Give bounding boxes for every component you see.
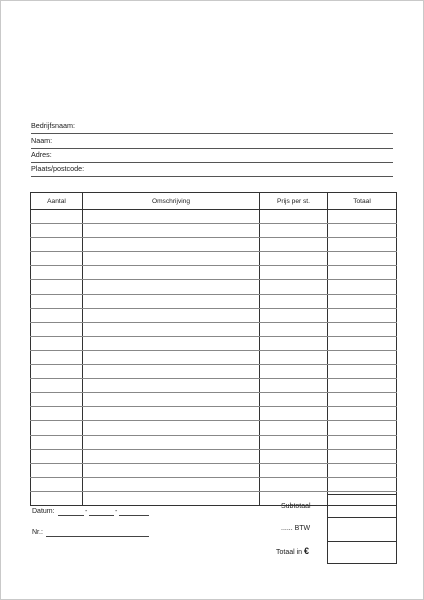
cell-aantal[interactable] xyxy=(31,266,83,280)
table-row xyxy=(31,477,397,491)
cell-prijs[interactable] xyxy=(260,477,328,491)
cell-totaal[interactable] xyxy=(328,365,397,379)
table-row xyxy=(31,280,397,294)
cell-totaal[interactable] xyxy=(328,477,397,491)
cell-totaal[interactable] xyxy=(328,280,397,294)
cell-aantal[interactable] xyxy=(31,294,83,308)
table-row xyxy=(31,266,397,280)
table-row xyxy=(31,393,397,407)
field-bedrijfsnaam[interactable] xyxy=(31,121,393,134)
table-row xyxy=(31,463,397,477)
cell-prijs[interactable] xyxy=(260,350,328,364)
cell-omschrijving[interactable] xyxy=(83,491,260,505)
field-label: Plaats/postcode: xyxy=(31,164,85,173)
cell-prijs[interactable] xyxy=(260,280,328,294)
cell-totaal[interactable] xyxy=(328,435,397,449)
date-separator: - xyxy=(85,508,88,515)
btw-cell[interactable] xyxy=(328,518,396,541)
table-row xyxy=(31,421,397,435)
column-header-aantal: Aantal xyxy=(31,193,83,210)
cell-omschrijving[interactable] xyxy=(83,379,260,393)
field-plaats-postcode[interactable] xyxy=(31,164,393,177)
cell-aantal[interactable] xyxy=(31,491,83,505)
items-body xyxy=(31,210,397,506)
table-row xyxy=(31,407,397,421)
cell-omschrijving[interactable] xyxy=(83,294,260,308)
items-table xyxy=(30,192,397,506)
cell-omschrijving[interactable] xyxy=(83,336,260,350)
field-label: Bedrijfsnaam: xyxy=(31,121,75,130)
cell-prijs[interactable] xyxy=(260,407,328,421)
table-row xyxy=(31,224,397,238)
cell-totaal[interactable] xyxy=(328,350,397,364)
table-row xyxy=(31,294,397,308)
cell-prijs[interactable] xyxy=(260,252,328,266)
cell-aantal[interactable] xyxy=(31,435,83,449)
cell-omschrijving[interactable] xyxy=(83,435,260,449)
total-cell[interactable] xyxy=(328,542,396,564)
datum-month-line[interactable] xyxy=(89,515,114,516)
cell-totaal[interactable] xyxy=(328,336,397,350)
cell-aantal[interactable] xyxy=(31,322,83,336)
cell-aantal[interactable] xyxy=(31,308,83,322)
cell-omschrijving[interactable] xyxy=(83,421,260,435)
cell-totaal[interactable] xyxy=(328,322,397,336)
euro-symbol: € xyxy=(304,546,310,556)
datum-day-line[interactable] xyxy=(58,515,84,516)
btw-label: ...... BTW xyxy=(281,525,311,532)
cell-prijs[interactable] xyxy=(260,210,328,224)
cell-aantal[interactable] xyxy=(31,477,83,491)
table-row xyxy=(31,379,397,393)
cell-omschrijving[interactable] xyxy=(83,238,260,252)
table-row xyxy=(31,308,397,322)
cell-prijs[interactable] xyxy=(260,336,328,350)
cell-prijs[interactable] xyxy=(260,322,328,336)
date-separator: - xyxy=(115,508,118,515)
cell-totaal[interactable] xyxy=(328,266,397,280)
cell-omschrijving[interactable] xyxy=(83,224,260,238)
cell-aantal[interactable] xyxy=(31,252,83,266)
cell-aantal[interactable] xyxy=(31,238,83,252)
datum-label: Datum: xyxy=(32,508,55,515)
cell-aantal[interactable] xyxy=(31,365,83,379)
cell-totaal[interactable] xyxy=(328,210,397,224)
table-row xyxy=(31,350,397,364)
cell-omschrijving[interactable] xyxy=(83,365,260,379)
cell-prijs[interactable] xyxy=(260,266,328,280)
cell-prijs[interactable] xyxy=(260,224,328,238)
cell-omschrijving[interactable] xyxy=(83,210,260,224)
column-header-omschrijving: Omschrijving xyxy=(83,193,260,210)
cell-totaal[interactable] xyxy=(328,393,397,407)
column-header-prijs: Prijs per st. xyxy=(260,193,328,210)
table-row xyxy=(31,238,397,252)
table-row xyxy=(31,365,397,379)
cell-totaal[interactable] xyxy=(328,449,397,463)
cell-prijs[interactable] xyxy=(260,393,328,407)
cell-prijs[interactable] xyxy=(260,379,328,393)
cell-totaal[interactable] xyxy=(328,379,397,393)
cell-totaal[interactable] xyxy=(328,308,397,322)
cell-omschrijving[interactable] xyxy=(83,308,260,322)
cell-omschrijving[interactable] xyxy=(83,407,260,421)
cell-aantal[interactable] xyxy=(31,449,83,463)
cell-omschrijving[interactable] xyxy=(83,393,260,407)
column-header-totaal: Totaal xyxy=(328,193,397,210)
table-row xyxy=(31,210,397,224)
cell-prijs[interactable] xyxy=(260,421,328,435)
cell-aantal[interactable] xyxy=(31,463,83,477)
cell-omschrijving[interactable] xyxy=(83,322,260,336)
field-label: Naam: xyxy=(31,136,53,145)
cell-prijs[interactable] xyxy=(260,463,328,477)
nr-line[interactable] xyxy=(46,536,149,537)
cell-omschrijving[interactable] xyxy=(83,463,260,477)
total-label-text: Totaal in xyxy=(276,549,303,556)
table-row xyxy=(31,252,397,266)
cell-aantal[interactable] xyxy=(31,336,83,350)
cell-aantal[interactable] xyxy=(31,350,83,364)
field-label: Adres: xyxy=(31,150,52,159)
table-row xyxy=(31,449,397,463)
cell-totaal[interactable] xyxy=(328,252,397,266)
cell-omschrijving[interactable] xyxy=(83,266,260,280)
field-adres[interactable] xyxy=(31,150,393,163)
totals-box xyxy=(327,494,397,564)
cell-prijs[interactable] xyxy=(260,308,328,322)
cell-omschrijving[interactable] xyxy=(83,449,260,463)
nr-label: Nr.: xyxy=(32,529,43,536)
cell-omschrijving[interactable] xyxy=(83,350,260,364)
table-row xyxy=(31,435,397,449)
cell-totaal[interactable] xyxy=(328,294,397,308)
subtotal-cell[interactable] xyxy=(328,495,396,518)
datum-year-line[interactable] xyxy=(119,515,149,516)
cell-totaal[interactable] xyxy=(328,224,397,238)
cell-aantal[interactable] xyxy=(31,280,83,294)
cell-prijs[interactable] xyxy=(260,435,328,449)
table-row xyxy=(31,322,397,336)
cell-totaal[interactable] xyxy=(328,407,397,421)
table-header-row xyxy=(31,193,397,210)
cell-aantal[interactable] xyxy=(31,393,83,407)
cell-totaal[interactable] xyxy=(328,421,397,435)
subtotal-label: Subtotaal xyxy=(281,503,311,510)
cell-aantal[interactable] xyxy=(31,421,83,435)
cell-aantal[interactable] xyxy=(31,210,83,224)
cell-prijs[interactable] xyxy=(260,238,328,252)
cell-omschrijving[interactable] xyxy=(83,252,260,266)
cell-prijs[interactable] xyxy=(260,449,328,463)
table-row xyxy=(31,336,397,350)
cell-aantal[interactable] xyxy=(31,407,83,421)
cell-aantal[interactable] xyxy=(31,379,83,393)
cell-totaal[interactable] xyxy=(328,463,397,477)
cell-prijs[interactable] xyxy=(260,294,328,308)
cell-totaal[interactable] xyxy=(328,238,397,252)
cell-prijs[interactable] xyxy=(260,365,328,379)
cell-omschrijving[interactable] xyxy=(83,477,260,491)
field-naam[interactable] xyxy=(31,136,393,149)
cell-omschrijving[interactable] xyxy=(83,280,260,294)
cell-aantal[interactable] xyxy=(31,224,83,238)
total-label xyxy=(276,546,309,556)
